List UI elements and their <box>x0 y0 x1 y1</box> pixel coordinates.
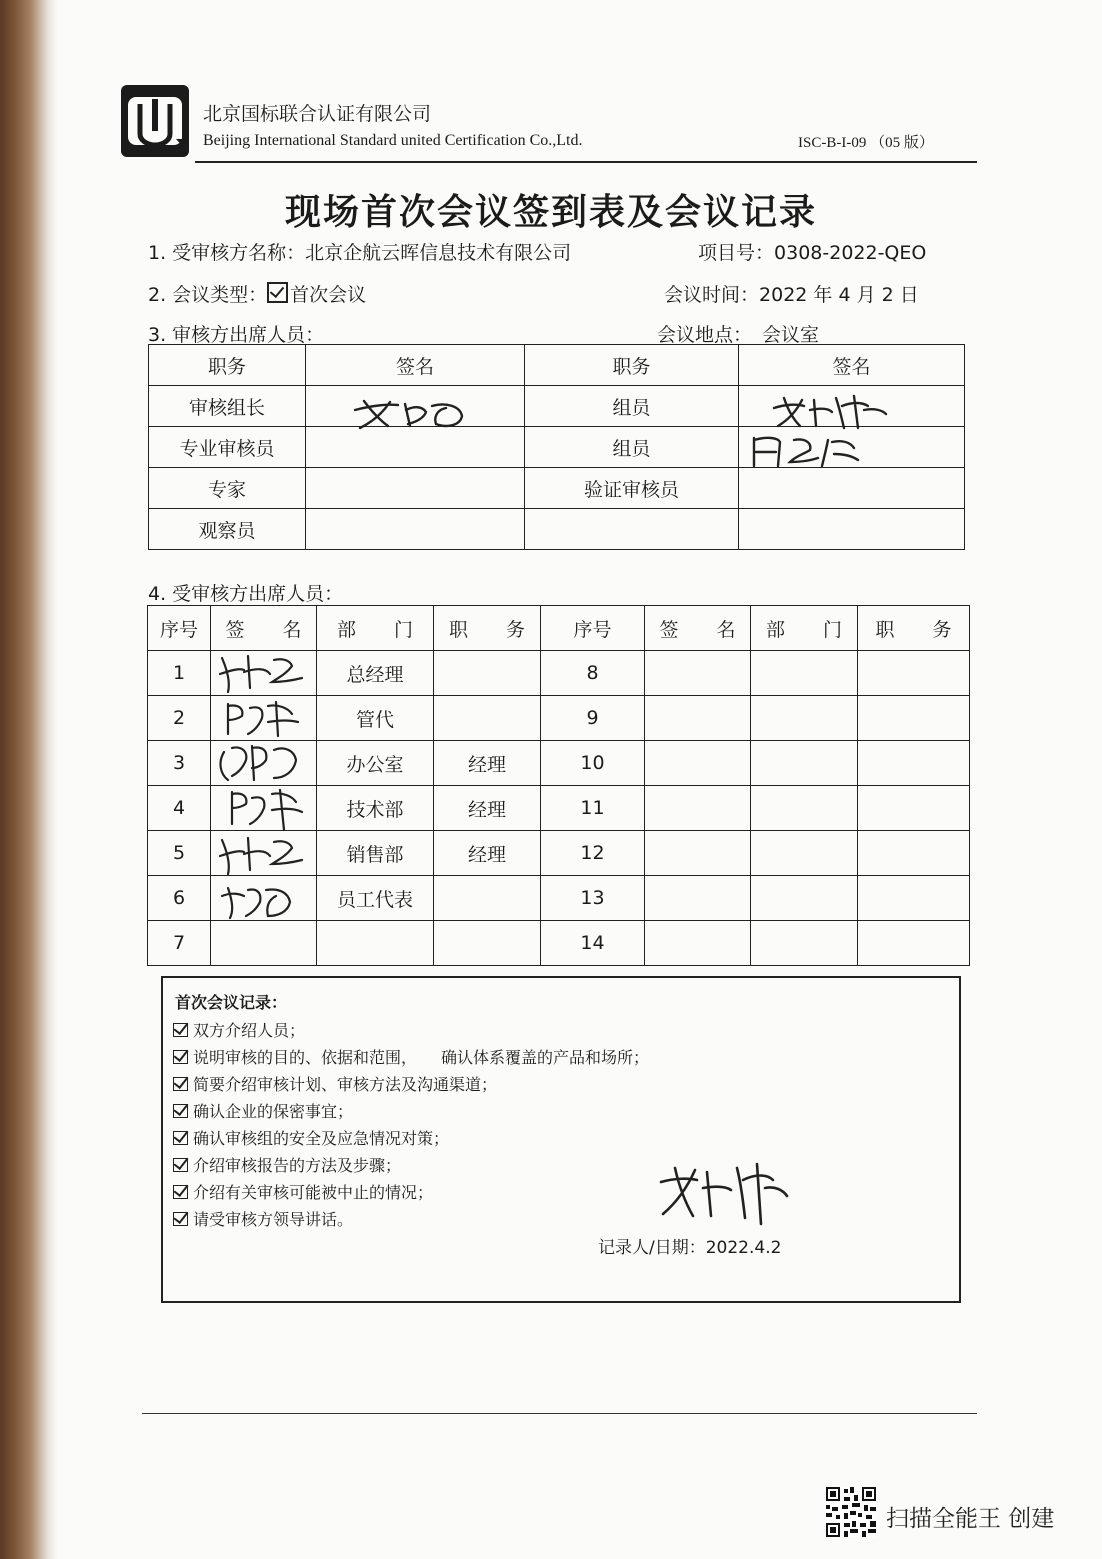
note-item <box>173 1072 497 1095</box>
note-text: 介绍有关审核可能被中止的情况； <box>193 1183 434 1202</box>
meeting-place-value: 会议室 <box>762 324 820 346</box>
note-text: 确认企业的保密事宜； <box>193 1102 354 1121</box>
signature-member-1 <box>770 392 890 432</box>
position-cell: 经理 <box>434 786 541 831</box>
seq-cell: 13 <box>541 876 645 921</box>
department-cell <box>317 921 434 966</box>
department-cell: 管代 <box>317 696 434 741</box>
company-name-en: Beijing International Standard united Certification Co.,Ltd. <box>203 132 583 149</box>
checkmark-icon <box>173 1131 188 1145</box>
position-cell <box>434 696 541 741</box>
position-cell <box>858 741 970 786</box>
notes-title: 首次会议记录： <box>175 993 288 1012</box>
header-seq: 序号 <box>541 606 645 651</box>
seq-cell: 6 <box>148 876 211 921</box>
note-item <box>173 1207 353 1230</box>
checkmark-icon <box>173 1212 188 1226</box>
auditor-role-cell <box>525 509 739 550</box>
footer-divider <box>142 1413 977 1414</box>
department-cell: 总经理 <box>317 651 434 696</box>
header-divider <box>195 161 977 163</box>
signature-cell <box>645 786 751 831</box>
note-text: 请受审核方领导讲话。 <box>193 1210 354 1229</box>
table-row <box>148 921 970 966</box>
project-value: 0308-2022-QEO <box>774 242 927 264</box>
header-signature: 签 名 <box>211 606 317 651</box>
checkmark-icon <box>173 1077 188 1091</box>
header-seq: 序号 <box>148 606 211 651</box>
page-title: 现场首次会议签到表及会议记录 <box>284 192 817 233</box>
header-position: 职 务 <box>858 606 970 651</box>
signature-attendee-4 <box>226 786 306 832</box>
signature-cell <box>645 741 751 786</box>
seq-cell: 7 <box>148 921 211 966</box>
position-cell <box>434 876 541 921</box>
scanner-watermark: 扫描全能王 创建 <box>886 1506 1055 1532</box>
note-text: 介绍审核报告的方法及步骤； <box>193 1156 402 1175</box>
auditor-role-cell: 审核组长 <box>149 386 306 427</box>
auditor-section-label: 3. 审核方出席人员： <box>148 324 325 346</box>
header-position: 职 务 <box>434 606 541 651</box>
meeting-type-checkbox <box>267 282 288 303</box>
signature-cell <box>306 468 525 509</box>
signature-attendee-2 <box>222 698 302 740</box>
seq-cell: 11 <box>541 786 645 831</box>
signature-cell <box>645 696 751 741</box>
position-cell <box>858 696 970 741</box>
meeting-time-label: 会议时间： <box>664 284 760 306</box>
meeting-time-value: 2022 年 4 月 2 日 <box>759 284 919 306</box>
auditor-role-cell: 验证审核员 <box>525 468 739 509</box>
seq-cell: 1 <box>148 651 211 696</box>
department-cell: 办公室 <box>317 741 434 786</box>
note-item <box>173 1045 649 1068</box>
signature-cell <box>645 831 751 876</box>
meeting-time-line <box>664 280 919 307</box>
department-cell <box>751 651 858 696</box>
auditee-section-label: 4. 受审核方出席人员： <box>148 583 344 605</box>
position-cell: 经理 <box>434 741 541 786</box>
department-cell: 销售部 <box>317 831 434 876</box>
signature-cell <box>739 509 965 550</box>
checkmark-icon <box>173 1104 188 1118</box>
meeting-type-value: 首次会议 <box>290 284 367 306</box>
header-signature: 签 名 <box>645 606 751 651</box>
note-item <box>173 1099 353 1122</box>
note-item <box>173 1153 401 1176</box>
position-cell <box>858 831 970 876</box>
note-text: 确认审核组的安全及应急情况对策； <box>193 1129 450 1148</box>
signature-lead-auditor <box>350 396 470 432</box>
table-row <box>149 509 965 550</box>
seq-cell: 10 <box>541 741 645 786</box>
meeting-notes-box <box>161 976 961 1303</box>
auditor-role-cell: 组员 <box>525 427 739 468</box>
auditor-role-cell: 组员 <box>525 386 739 427</box>
department-cell <box>751 921 858 966</box>
position-cell: 经理 <box>434 831 541 876</box>
signature-cell <box>739 468 965 509</box>
table-row <box>149 468 965 509</box>
position-cell <box>858 651 970 696</box>
department-cell: 技术部 <box>317 786 434 831</box>
note-text: 说明审核的目的、依据和范围， 确认体系覆盖的产品和场所； <box>193 1048 650 1067</box>
department-cell <box>751 786 858 831</box>
note-item <box>173 1180 433 1203</box>
auditor-header-signature: 签名 <box>306 345 525 386</box>
meeting-place-line <box>657 320 819 347</box>
meeting-type-label: 2. 会议类型： <box>148 284 268 306</box>
seq-cell: 8 <box>541 651 645 696</box>
auditee-value: 北京企航云晖信息技术有限公司 <box>305 242 572 264</box>
recorder-label: 记录人/日期： <box>598 1238 706 1258</box>
auditor-header-role: 职务 <box>149 345 306 386</box>
auditor-role-cell: 专家 <box>149 468 306 509</box>
attendee-header-row <box>148 606 970 651</box>
signature-attendee-5 <box>214 830 304 878</box>
recorder-line <box>598 1233 781 1258</box>
checkmark-icon <box>173 1050 188 1064</box>
project-label: 项目号： <box>698 242 775 264</box>
seq-cell: 2 <box>148 696 211 741</box>
isc-logo-icon <box>120 84 190 158</box>
signature-cell <box>306 509 525 550</box>
auditor-header-signature: 签名 <box>739 345 965 386</box>
qr-code-icon <box>826 1487 876 1537</box>
signature-cell <box>645 651 751 696</box>
signature-cell <box>211 921 317 966</box>
company-name-cn: 北京国标联合认证有限公司 <box>203 103 432 125</box>
seq-cell: 4 <box>148 786 211 831</box>
department-cell: 员工代表 <box>317 876 434 921</box>
auditee-line <box>148 238 571 265</box>
position-cell <box>434 921 541 966</box>
seq-cell: 9 <box>541 696 645 741</box>
note-text: 双方介绍人员； <box>193 1021 306 1040</box>
document-code: ISC-B-I-09 （05 版） <box>798 135 934 151</box>
signature-member-2 <box>748 432 863 472</box>
department-cell <box>751 696 858 741</box>
signature-attendee-1 <box>214 648 306 696</box>
checkmark-icon <box>173 1023 188 1037</box>
signature-attendee-6 <box>216 882 296 922</box>
position-cell <box>858 786 970 831</box>
department-cell <box>751 741 858 786</box>
signature-attendee-3 <box>214 740 300 786</box>
header-department: 部 门 <box>751 606 858 651</box>
seq-cell: 5 <box>148 831 211 876</box>
note-item <box>173 1018 305 1041</box>
auditor-header-role: 职务 <box>525 345 739 386</box>
note-item <box>173 1126 449 1149</box>
header-department: 部 门 <box>317 606 434 651</box>
position-cell <box>858 876 970 921</box>
seq-cell: 12 <box>541 831 645 876</box>
department-cell <box>751 831 858 876</box>
signature-cell <box>645 876 751 921</box>
note-text: 简要介绍审核计划、审核方法及沟通渠道； <box>193 1075 498 1094</box>
signature-cell <box>306 427 525 468</box>
signature-recorder <box>655 1160 790 1226</box>
auditee-label: 1. 受审核方名称： <box>148 242 306 264</box>
seq-cell: 3 <box>148 741 211 786</box>
position-cell <box>434 651 541 696</box>
department-cell <box>751 876 858 921</box>
meeting-place-label: 会议地点： <box>657 324 753 346</box>
checkmark-icon <box>173 1185 188 1199</box>
recorder-date: 2022.4.2 <box>705 1238 782 1258</box>
meeting-type-line <box>148 280 366 307</box>
auditor-header-row <box>149 345 965 386</box>
seq-cell: 14 <box>541 921 645 966</box>
project-line <box>698 238 926 265</box>
position-cell <box>858 921 970 966</box>
checkmark-icon <box>173 1158 188 1172</box>
auditor-role-cell: 专业审核员 <box>149 427 306 468</box>
signature-cell <box>645 921 751 966</box>
auditor-role-cell: 观察员 <box>149 509 306 550</box>
